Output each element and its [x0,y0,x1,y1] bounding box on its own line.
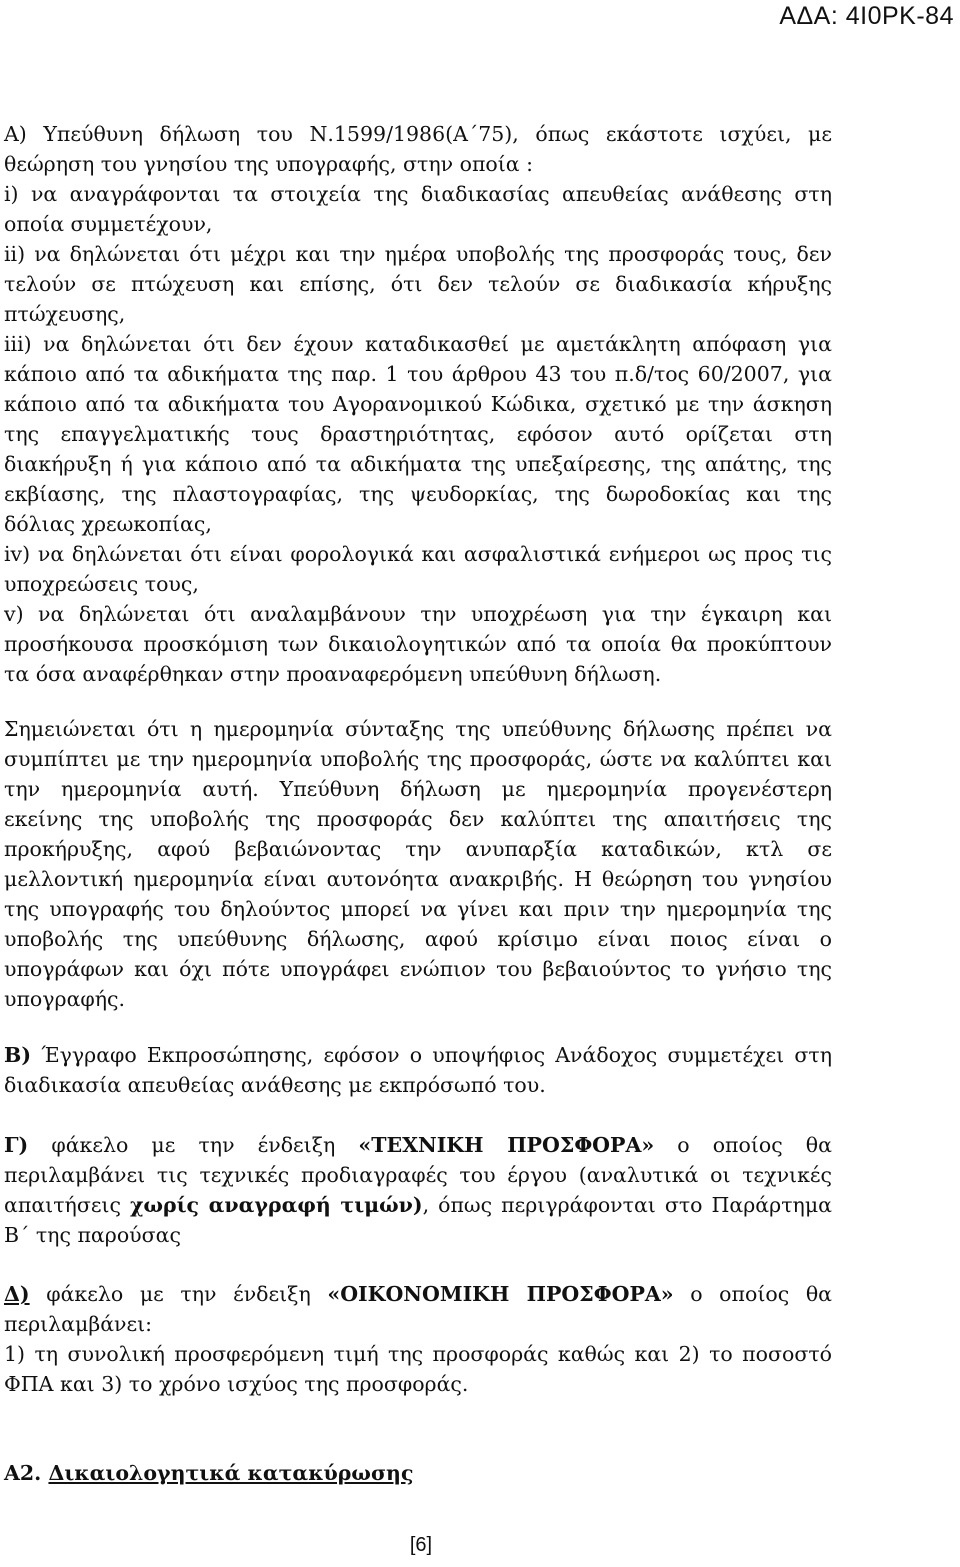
section-d-label: Δ) [4,1282,30,1306]
text-span: , όπως περιγράφονται στο Παράρτημα [422,1193,832,1217]
text-line: 1) τη συνολική προσφερόμενη τιμή της προσφοράς καθώς και 2) το ποσοστό [4,1342,832,1366]
text-line: εκβίασης, της πλαστογραφίας, της ψευδορκίας, της δωροδοκίας και της [4,482,832,506]
text-line: Α) Υπεύθυνη δήλωση του Ν.1599/1986(Α΄75), όπως εκάστοτε ισχύει, με [4,122,832,146]
section-b-label: Β) [4,1043,32,1067]
text-line: προσήκουσα προσκόμιση των δικαιολογητικών από τα οποία θα προκύπτουν [4,632,832,656]
text-line: υποβολής της υπεύθυνης δήλωσης, αφού κρίσιμο είναι ποιος είναι ο [4,927,832,951]
text-line [4,1130,832,1160]
technical-offer-label: «ΤΕΧΝΙΚΗ ΠΡΟΣΦΟΡΑ» [358,1133,655,1157]
page-number: [6] [409,1534,433,1556]
text-line: περιλαμβάνει: [4,1312,153,1336]
text-line: υποχρεώσεις τους, [4,572,199,596]
text-line: iii) να δηλώνεται ότι δεν έχουν καταδικασθεί με αμετάκλητη απόφαση για [4,332,832,356]
text-line: ΦΠΑ και 3) το χρόνο ισχύος της προσφοράς. [4,1372,469,1396]
text-line: της επαγγελματικής τους δραστηριότητας, εφόσον αυτό ορίζεται στη [4,422,832,446]
text-line: κάποιο από τα αδικήματα της παρ. 1 του άρθρου 43 του π.δ/τος 60/2007, για [4,362,832,386]
text-line: θεώρηση του γνησίου της υπογραφής, στην οποία : [4,152,534,176]
text-line: μελλοντική ημερομηνία είναι αυτονόητα ανακριβής. Η θεώρηση του γνησίου [4,867,832,891]
text-line: Β΄ της παρούσας [4,1223,181,1247]
text-line: δόλιας χρεωκοπίας, [4,512,212,536]
financial-offer-label: «ΟΙΚΟΝΟΜΙΚΗ ΠΡΟΣΦΟΡΑ» [327,1282,674,1306]
heading-number: Α2. [4,1461,42,1485]
text-line: περιλαμβάνει τις τεχνικές προδιαγραφές του έργου (αναλυτικά οι τεχνικές [4,1163,832,1187]
section-c-label: Γ) [4,1133,29,1157]
text-span: ο οποίος θα [654,1133,832,1157]
heading-title: Δικαιολογητικά κατακύρωσης [48,1461,414,1485]
text-span: ο οποίος θα [673,1282,833,1306]
text-span: φάκελο με την ένδειξη [29,1282,328,1306]
ada-code: ΑΔΑ: 4Ι0ΡΚ-84 [779,2,954,30]
no-prices-note: χωρίς αναγραφή τιμών) [129,1193,423,1217]
text-line: διαδικασία απευθείας ανάθεσης με εκπρόσωπό του. [4,1073,546,1097]
text-line: προκήρυξης, αφού βεβαιώνοντας την ανυπαρξία καταδικών, κτλ σε [4,837,832,861]
text-span: φάκελο με την ένδειξη [28,1133,359,1157]
text-span: απαιτήσεις [4,1193,130,1217]
text-line [4,1190,832,1220]
text-line: ii) να δηλώνεται ότι μέχρι και την ημέρα υποβολής της προσφοράς τους, δεν [4,242,832,266]
text-span: Έγγραφο Εκπροσώπησης, εφόσον ο υποψήφιος Ανάδοχος συμμετέχει στη [31,1043,832,1067]
text-line: υπογράφων και όχι πότε υπογράφει ενώπιον του βεβαιούντος το γνήσιο της [4,957,832,981]
text-line: οποία συμμετέχουν, [4,212,213,236]
text-line: της υπογραφής του δηλούντος μπορεί να γίνει και πριν την ημερομηνία της [4,897,832,921]
text-line: διακήρυξη ή για κάποιο από τα αδικήματα της υπεξαίρεσης, της απάτης, της [4,452,832,476]
text-line: συμπίπτει με την ημερομηνία υποβολής της προσφοράς, ώστε να καλύπτει και [4,747,832,771]
text-line: πτώχευσης, [4,302,126,326]
text-line: κάποιο από τα αδικήματα του Αγορανομικού Κώδικα, σχετικό με την άσκηση [4,392,832,416]
text-line: υπογραφής. [4,987,126,1011]
text-line: την ημερομηνία αυτή. Υπεύθυνη δήλωση με ημερομηνία προγενέστερη [4,777,832,801]
text-line: Σημειώνεται ότι η ημερομηνία σύνταξης της υπεύθυνης δήλωσης πρέπει να [4,717,832,741]
text-line: εκείνης της υποβολής της προσφοράς δεν καλύπτει της απαιτήσεις της [4,807,832,831]
text-line [4,1040,832,1070]
text-line [4,1279,832,1309]
text-line: τα όσα αναφέρθηκαν στην προαναφερόμενη υπεύθυνη δήλωση. [4,662,662,686]
text-line: v) να δηλώνεται ότι αναλαμβάνουν την υποχρέωση για την έγκαιρη και [4,602,832,626]
text-line: i) να αναγράφονται τα στοιχεία της διαδικασίας απευθείας ανάθεσης στη [4,182,832,206]
text-line: τελούν σε πτώχευση και επίσης, ότι δεν τελούν σε διαδικασία κήρυξης [4,272,832,296]
text-line: iv) να δηλώνεται ότι είναι φορολογικά και ασφαλιστικά ενήμεροι ως προς τις [4,542,832,566]
heading-a2 [4,1458,832,1488]
